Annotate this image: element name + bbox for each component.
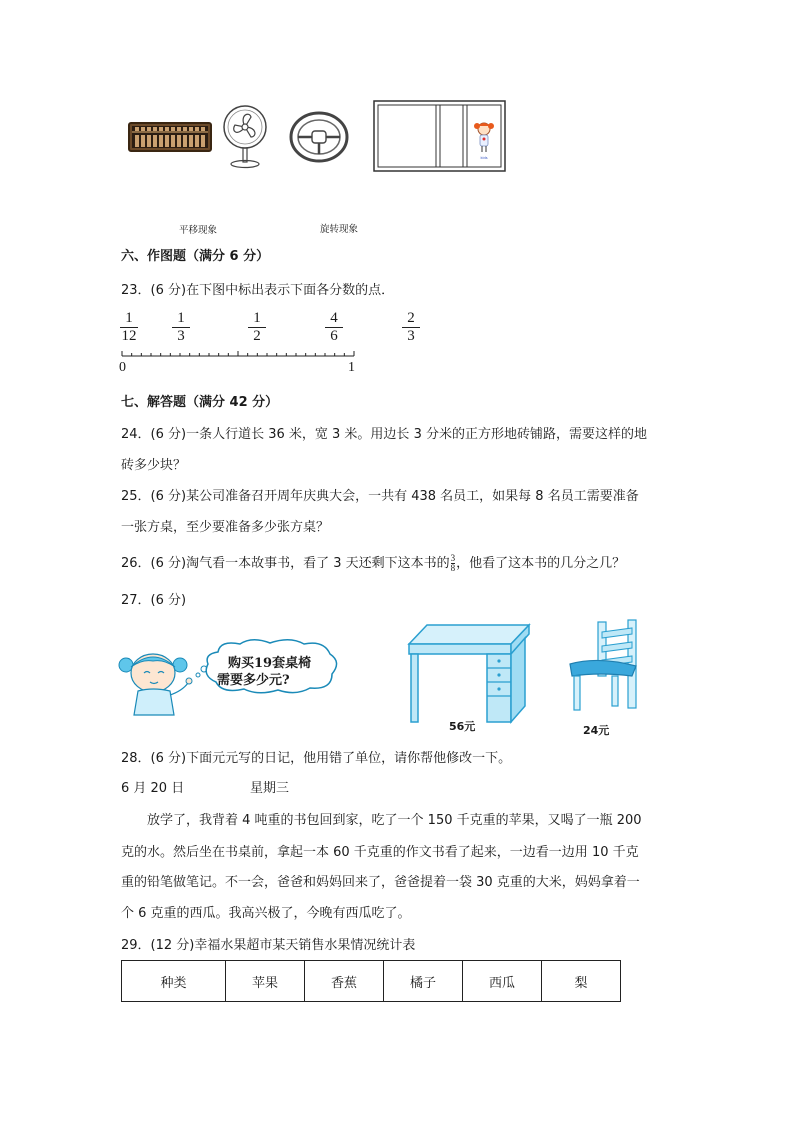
bubble-line1: 购买19套桌椅 [228,656,312,671]
number-line [120,348,360,362]
section6-heading: 六、作图题（满分 6 分） [121,249,270,264]
question-23: 23．(6 分)在下图中标出表示下面各分数的点． [121,283,395,298]
fruit-sales-table [121,960,621,1002]
diary-line3: 重的铅笔做笔记。不一会，爸爸和妈妈回来了，爸爸提着一袋 30 克重的大米，妈妈拿着一 [121,875,640,890]
diary-line1: 放学了，我背着 4 吨重的书包回到家，吃了一个 150 千克重的苹果，又喝了一瓶 200 [147,813,642,828]
question-25-line2: 一张方桌，至少要准备多少张方桌？ [121,520,330,535]
table-header-cell: 苹果 [226,961,305,1002]
desk-price: 56元 [449,720,476,733]
fraction-1-2: 1 2 [246,311,268,344]
question-24-line1: 24．(6 分)一条人行道长 36 米，宽 3 米。用边长 3 分米的正方形地砖铺路，需要这样的地 [121,427,647,442]
table-header-cell: 香蕉 [305,961,384,1002]
fraction-2-3: 2 3 [400,311,422,344]
table-header-cell: 种类 [122,961,226,1002]
fan-image [221,103,269,169]
section7-heading: 七、解答题（满分 42 分） [121,395,279,410]
abacus-image [128,120,212,154]
steering-wheel-image [288,110,350,164]
axis-start-label: 0 [119,360,126,375]
question-28: 28．(6 分)下面元元写的日记，他用错了单位，请你帮他修改一下。 [121,751,512,766]
diary-weekday: 星期三 [250,781,290,796]
diary-date: 6 月 20 日 [121,781,185,796]
axis-end-label: 1 [348,360,355,375]
question-26: 26．(6 分)淘气看一本故事书，看了 3 天还剩下这本书的$\frac{3}{8}$，他看了这本书的几分之几？ [121,553,626,573]
girl-illustration [118,645,208,717]
rotation-label: 旋转现象 [320,224,359,235]
chair-image [568,618,640,714]
table-row [122,961,621,1002]
question-25-line1: 25．(6 分)某公司准备召开周年庆典大会，一共有 438 名员工，如果每 8 名员工需要准备 [121,489,639,504]
diary-line4: 个 6 克重的西瓜。我高兴极了，今晚有西瓜吃了。 [121,906,411,921]
question-29: 29．(12 分)幸福水果超市某天销售水果情况统计表 [121,938,416,953]
diary-line2: 克的水。然后坐在书桌前，拿起一本 60 千克重的作文书看了起来，一边看一边用 10 千克 [121,845,639,860]
fraction-1-12: 1 12 [121,310,137,344]
translation-label: 平移现象 [179,225,218,236]
chair-price: 24元 [583,724,610,737]
question-27: 27．(6 分) [121,593,187,608]
question-24-line2: 砖多少块？ [121,458,187,473]
sliding-window-image [373,100,506,172]
table-header-cell: 橘子 [384,961,463,1002]
svg-text:kids: kids [480,156,488,160]
fraction-4-6: 4 6 [323,311,345,344]
table-header-cell: 西瓜 [463,961,542,1002]
fraction-1-3: 1 3 [170,311,192,344]
desk-image [407,622,531,724]
table-header-cell: 梨 [542,961,621,1002]
bubble-line2: 需要多少元? [217,673,290,688]
